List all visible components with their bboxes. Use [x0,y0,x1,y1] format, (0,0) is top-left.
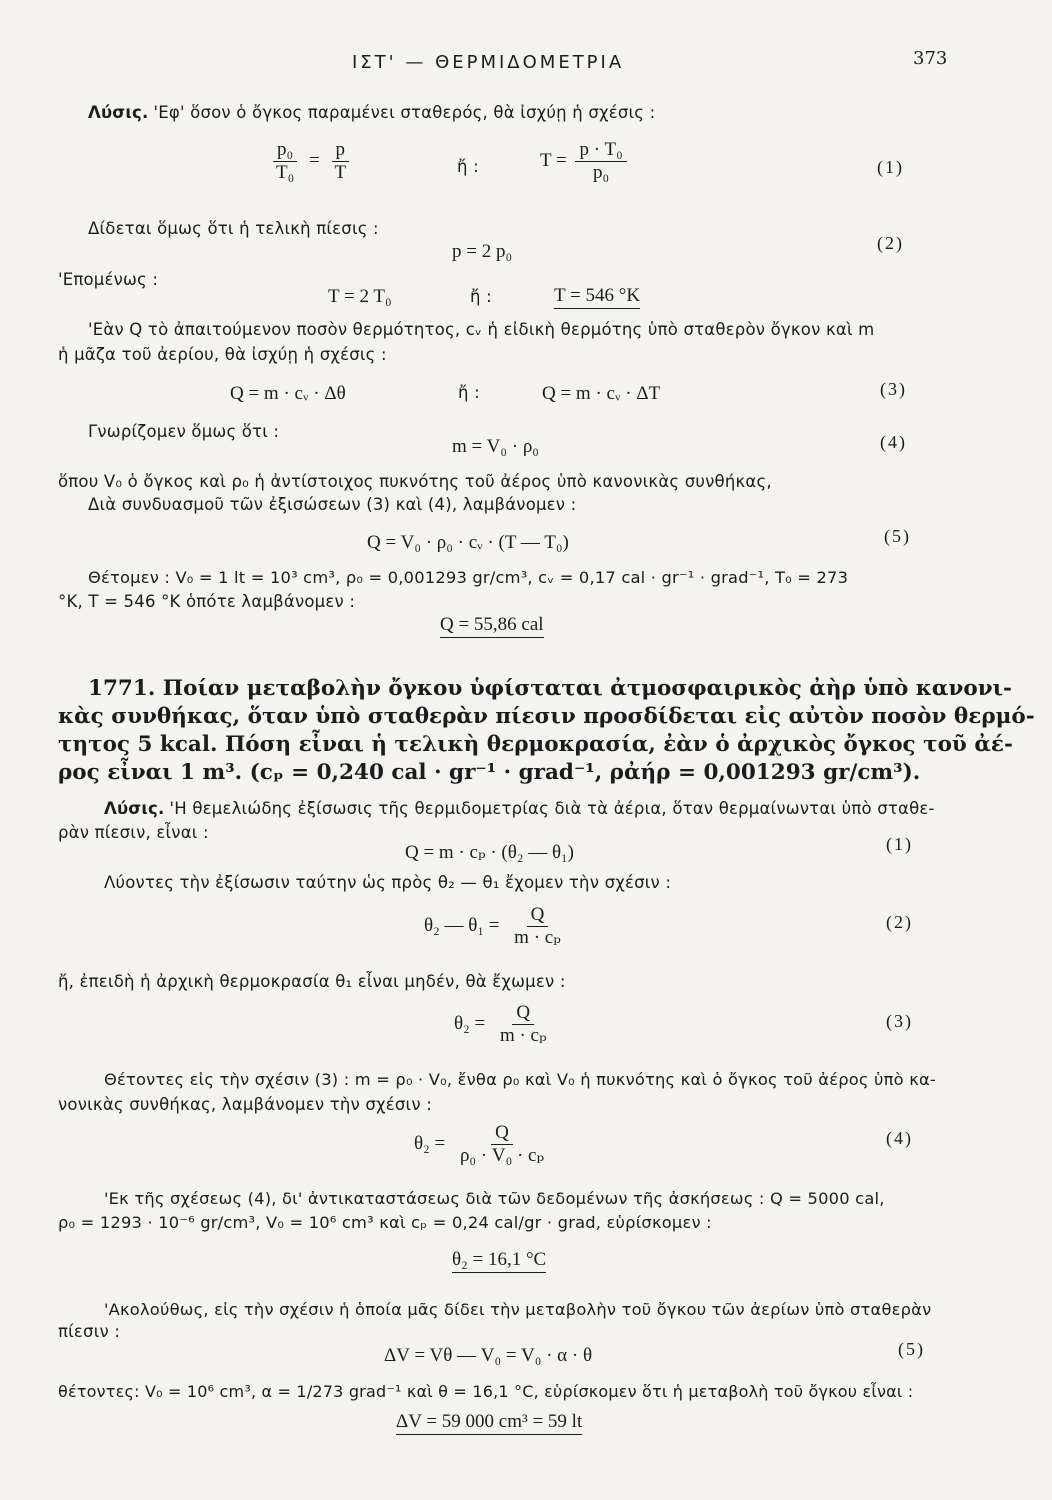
eq1-lhs-fraction [272,140,298,183]
eq1-rhs-denominator: T [334,161,347,183]
eq1-lhs-denominator: T₀ [276,161,295,183]
eq5-label: (5) [884,526,911,546]
eq3-right: Q = m · cᵥ · ΔT [542,383,661,404]
para-heat-line1: 'Εὰν Q τὸ ἀπαιτούμενον ποσὸν θερμότητος, cᵥ ἡ εἰδικὴ θερμότης ὑπὸ σταθερὸν ὄγκον καὶ m [88,320,875,339]
eq3-left: Q = m · cᵥ · Δθ [230,383,346,404]
problem-line2: κὰς συνθήκας, ὅταν ὑπὸ σταθερὰν πίεσιν προσδίδεται εἰς αὐτὸν ποσὸν θερμό- [58,704,1035,729]
s2-eq2-numerator: Q [527,905,549,927]
result-q: Q = 55,86 cal [440,614,544,638]
s2-eq4-label: (4) [886,1128,913,1148]
eq1-rhs-fraction [330,140,350,183]
s2-eq4-numerator: Q [491,1123,513,1145]
solution2-intro-text2: ρὰν πίεσιν, εἶναι : [58,823,209,842]
s2-eq2-label: (2) [886,912,913,932]
problem-line3: τητος 5 kcal. Πόση εἶναι ἡ τελικὴ θερμοκρασία, ἐὰν ὁ ἀρχικὸς ὄγκος τοῦ ἀέ- [58,732,1013,757]
eq1-alt-numerator: p · T₀ [575,140,626,162]
eq1-equals: = [308,149,320,171]
eq1-alt-denominator: p₀ [593,161,610,183]
solution2-intro-text: 'Η θεμελιώδης ἐξίσωσις τῆς θερμιδομετρίας διὰ τὰ ἀέρια, ὅταν θερμαίνωνται ὑπὸ σταθε- [169,799,935,818]
result-theta: θ₂ = 16,1 °C [452,1249,546,1273]
then-text-line1: 'Ακολούθως, εἰς τὴν σχέσιν ἡ ὁποία μᾶς δίδει τὴν μεταβολὴν τοῦ ὄγκου τῶν ἀερίων ὑπὸ σταθερὰν [104,1300,932,1319]
from-text-line1: 'Εκ τῆς σχέσεως (4), δι' ἀντικαταστάσεως διὰ τῶν δεδομένων τῆς ἀσκήσεως : Q = 5000 cal, [104,1189,885,1208]
solve-text: Λύοντες τὴν ἐξίσωσιν ταύτην ὡς πρὸς θ₂ — θ₁ ἔχομεν τὴν σχέσιν : [104,873,672,892]
eq1-alt-fraction [575,140,626,183]
s2-eq3 [454,1003,551,1046]
problem-line1: 1771. Ποίαν μεταβολὴν ὄγκου ὑφίσταται ἀτμοσφαιρικὸς ἀὴρ ὑπὸ κανονι- [88,676,1012,701]
combine-text: Διὰ συνδυασμοῦ τῶν ἐξισώσεων (3) καὶ (4), λαμβάνομεν : [88,495,577,514]
set-line1: Θέτομεν : V₀ = 1 lt = 10³ cm³, ρ₀ = 0,001293 gr/cm³, cᵥ = 0,17 cal · gr⁻¹ · grad⁻¹, T₀ = 273 [88,568,849,587]
s2-eq3-denominator: m · cₚ [499,1024,547,1046]
eq2-label: (2) [877,233,904,253]
hence-text: 'Επομένως : [58,270,159,289]
page-number: 373 [913,48,948,69]
solution-intro-text: 'Εφ' ὅσον ὁ ὄγκος παραμένει σταθερός, θὰ ἰσχύῃ ἡ σχέσις : [153,103,656,122]
eq-T-or: ἤ : [470,287,492,306]
s2-eq4 [414,1123,548,1166]
s2-eq4-fraction [456,1123,548,1166]
solution1-eq1-alt [540,140,627,183]
solution2-intro [104,799,935,818]
eq3-label: (3) [880,379,907,399]
s2-eq3-numerator: Q [512,1003,534,1025]
eq4: m = V₀ · ρ₀ [452,436,539,457]
s2-eq3-label: (3) [886,1011,913,1031]
solution2-label: Λύσις. [104,799,165,818]
running-title: ΙΣΤ' — ΘΕΡΜΙΔΟΜΕΤΡΙΑ [352,52,625,73]
eq1-or: ἤ : [457,157,479,176]
solution1-eq1 [272,140,350,183]
solution-label: Λύσις. [88,103,149,122]
eq1-alt-left: T = [540,149,567,171]
eq1-lhs-numerator: p₀ [273,140,297,162]
solution1-intro [88,103,655,122]
para-heat-line2: ἡ μᾶζα τοῦ ἀερίου, θὰ ἰσχύῃ ἡ σχέσις : [58,345,387,364]
s2-eq4-denominator: ρ₀ · V₀ · cₚ [459,1144,545,1166]
then-text-line2: πίεσιν : [58,1322,121,1341]
since-text: ἤ, ἐπειδὴ ἡ ἀρχικὴ θερμοκρασία θ₁ εἶναι μηδέν, θὰ ἔχωμεν : [58,972,566,991]
where-text: ὅπου V₀ ὁ ὄγκος καὶ ρ₀ ἡ ἀντίστοιχος πυκνότης τοῦ ἀέρος ὑπὸ κανονικὰς συνθήκας, [58,472,772,491]
s2-eq2-fraction [510,905,565,948]
final-text: θέτοντες: V₀ = 10⁶ cm³, α = 1/273 grad⁻¹ καὶ θ = 16,1 °C, εὑρίσκομεν ὅτι ἡ μεταβολὴ τοῦ ὄγκου εἶναι : [58,1382,914,1401]
s2-eq1-label: (1) [886,834,913,854]
s2-eq2-denominator: m · cₚ [514,926,561,948]
s2-eq4-lhs: θ₂ = [414,1132,446,1154]
set-line2: °K, T = 546 °K ὁπότε λαμβάνομεν : [58,592,356,611]
eq2: p = 2 p₀ [452,241,513,262]
s2-eq5: ΔV = Vθ — V₀ = V₀ · α · θ [384,1345,593,1366]
problem-line4: ρος εἶναι 1 m³. (cₚ = 0,240 cal · gr⁻¹ · grad⁻¹, ρἀήρ = 0,001293 gr/cm³). [58,760,921,785]
s2-eq2-lhs: θ₂ — θ₁ = [424,914,500,936]
s2-eq3-fraction [496,1003,551,1046]
s2-eq3-lhs: θ₂ = [454,1012,486,1034]
eq1-label: (1) [877,157,904,177]
s2-eq2 [424,905,565,948]
s2-eq1: Q = m · cₚ · (θ₂ — θ₁) [405,842,575,863]
result-dv: ΔV = 59 000 cm³ = 59 lt [396,1411,582,1435]
eq-T-result: T = 546 °K [554,285,640,309]
s2-eq5-label: (5) [898,1339,925,1359]
eq-T: T = 2 T₀ [328,286,392,307]
eq4-label: (4) [880,432,907,452]
eq1-rhs-numerator: p [332,140,350,162]
from-text-line2: ρ₀ = 1293 · 10⁻⁶ gr/cm³, V₀ = 10⁶ cm³ καὶ cₚ = 0,24 cal/gr · grad, εὑρίσκομεν : [58,1213,712,1232]
eq5: Q = V₀ · ρ₀ · cᵥ · (T — T₀) [367,532,569,553]
know-text: Γνωρίζομεν ὅμως ὅτι : [88,422,280,441]
eq3-or: ἤ : [458,383,480,402]
put-text-line2: νονικὰς συνθήκας, λαμβάνομεν τὴν σχέσιν : [58,1095,432,1114]
put-text-line1: Θέτοντες εἰς τὴν σχέσιν (3) : m = ρ₀ · V₀, ἔνθα ρ₀ καὶ V₀ ἡ πυκνότης καὶ ὁ ὄγκος τοῦ ἀέρος ὑπὸ κα- [104,1070,937,1089]
given-text: Δίδεται ὅμως ὅτι ἡ τελικὴ πίεσις : [88,219,379,238]
